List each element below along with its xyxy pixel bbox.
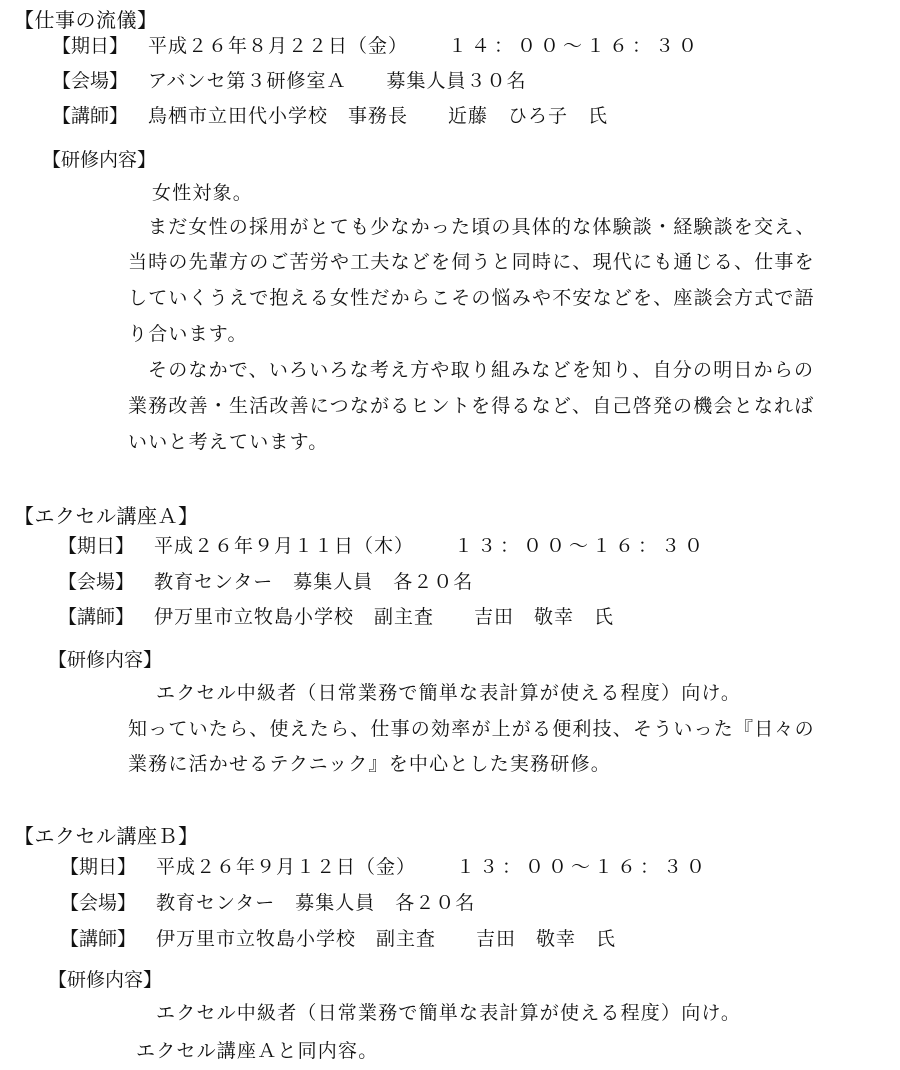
lecturer-name: 近藤 ひろ子 氏 [448,105,609,127]
section-title: 【エクセル講座Ｂ】 [14,824,199,848]
lecturer-row [60,927,616,951]
date-label: 【期日】 [60,856,137,878]
capacity-value: 募集人員３０名 [386,70,527,92]
venue-label: 【会場】 [58,571,135,593]
lecturer-name: 吉田 敬幸 氏 [476,928,617,950]
date-value: 平成２６年９月１１日（木） [154,535,415,557]
venue-label: 【会場】 [60,892,137,914]
content-line: いいと考えています。 [128,431,329,453]
lecturer-org: 伊万里市立牧島小学校 副主査 [156,928,437,950]
time-value: １４：００～１６：３０ [448,35,702,57]
content-label: 【研修内容】 [48,649,163,671]
venue-row [60,891,475,915]
venue-value: 教育センター 募集人員 各２０名 [156,892,476,914]
lecturer-row [52,104,608,128]
content-line: そのなかで、いろいろな考え方や取り組みなどを知り、自分の明日からの [148,359,815,381]
lecturer-label: 【講師】 [52,105,129,127]
content-line: 業務に活かせるテクニック』を中心とした実務研修。 [128,753,611,775]
time-value: １３：００～１６：３０ [456,856,710,878]
venue-value: アバンセ第３研修室Ａ [148,70,347,92]
date-row [60,855,709,879]
content-label: 【研修内容】 [42,149,157,171]
content-line: 女性対象。 [152,182,254,204]
content-line: エクセル中級者（日常業務で簡単な表計算が使える程度）向け。 [156,1002,742,1024]
lecturer-name: 吉田 敬幸 氏 [474,606,615,628]
venue-row [58,570,473,594]
section-title: 【エクセル講座Ａ】 [14,504,199,528]
lecturer-label: 【講師】 [58,606,135,628]
time-value: １３：００～１６：３０ [454,535,708,557]
date-label: 【期日】 [58,535,135,557]
content-line: 当時の先輩方のご苦労や工夫などを伺うと同時に、現代にも通じる、仕事を [128,251,815,273]
lecturer-row [58,605,614,629]
lecturer-org: 伊万里市立牧島小学校 副主査 [154,606,435,628]
content-line: エクセル中級者（日常業務で簡単な表計算が使える程度）向け。 [156,682,742,704]
venue-label: 【会場】 [52,70,129,92]
date-row [58,534,707,558]
content-line: 業務改善・生活改善につながるヒントを得るなど、自己啓発の機会となれば [128,395,815,417]
content-line: り合います。 [128,323,248,345]
lecturer-org: 鳥栖市立田代小学校 事務長 [148,105,409,127]
content-line: していくうえで抱える女性だからこその悩みや不安などを、座談会方式で語 [128,287,815,309]
content-line: 知っていたら、使えたら、仕事の効率が上がる便利技、そういった『日々の [128,718,815,740]
date-value: 平成２６年９月１２日（金） [156,856,417,878]
content-line: まだ女性の採用がとても少なかった頃の具体的な体験談・経験談を交え、 [148,216,816,238]
lecturer-label: 【講師】 [60,928,137,950]
content-line: エクセル講座Ａと同内容。 [136,1040,379,1062]
venue-row [52,69,527,93]
date-row [52,34,701,58]
date-value: 平成２６年８月２２日（金） [148,35,409,57]
date-label: 【期日】 [52,35,129,57]
section-title: 【仕事の流儀】 [14,8,158,32]
content-label: 【研修内容】 [48,969,163,991]
venue-value: 教育センター 募集人員 各２０名 [154,571,474,593]
